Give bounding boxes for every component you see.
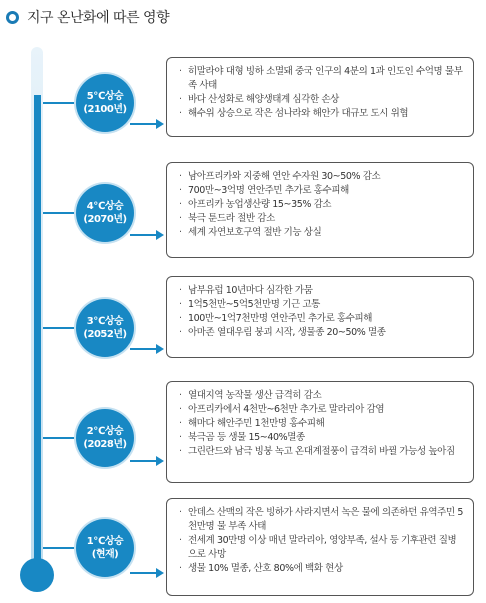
impact-item: · 100만~1억7천만명 연안주민 추가로 홍수피해 bbox=[179, 312, 465, 326]
stage-marker-5c bbox=[76, 74, 134, 132]
arrow-right-icon bbox=[130, 572, 157, 574]
stage-year: (2070년) bbox=[83, 214, 127, 225]
stage-temp: 3℃상승 bbox=[86, 316, 124, 327]
impact-box-4c bbox=[166, 162, 474, 258]
impact-item: · 아프리카 농업생산량 15~35% 감소 bbox=[179, 198, 465, 212]
stage-connector bbox=[43, 547, 79, 549]
stage-temp: 5℃상승 bbox=[86, 91, 124, 102]
arrow-right-icon bbox=[130, 234, 157, 236]
impact-item: · 아프리카에서 4천만~6천만 추가로 말라리아 감염 bbox=[179, 403, 465, 417]
impact-box-3c bbox=[166, 276, 474, 358]
impact-item: · 남아프리카와 지중해 연안 수자원 30~50% 감소 bbox=[179, 170, 465, 184]
stage-connector bbox=[43, 212, 79, 214]
impact-item: · 생물 10% 멸종, 산호 80%에 백화 현상 bbox=[179, 562, 465, 576]
stage-marker-2c bbox=[76, 409, 134, 467]
impact-item: · 북극곰 등 생물 15~40%멸종 bbox=[179, 431, 465, 445]
impact-item: · 전세계 30만명 이상 매년 말라리아, 영양부족, 설사 등 기후관련 질병으로 사망 bbox=[179, 534, 465, 562]
stage-temp: 2℃상승 bbox=[86, 426, 124, 437]
title-text: 지구 온난화에 따른 영향 bbox=[27, 10, 170, 26]
arrow-right-icon bbox=[130, 460, 157, 462]
stage-year: (2028년) bbox=[83, 439, 127, 450]
thermometer-bulb bbox=[20, 558, 54, 592]
impact-item: · 히말라야 대형 빙하 소멸돼 중국 인구의 4분의 1과 인도인 수억명 물부족 사태 bbox=[179, 65, 465, 93]
stage-temp: 4℃상승 bbox=[86, 201, 124, 212]
impact-item: · 북극 툰드라 절반 감소 bbox=[179, 212, 465, 226]
stage-connector bbox=[43, 102, 79, 104]
circle-bullet-icon bbox=[6, 11, 19, 24]
impact-box-2c bbox=[166, 381, 474, 483]
impact-item: · 아마존 열대우림 붕괴 시작, 생물종 20~50% 멸종 bbox=[179, 326, 465, 340]
stage-marker-1c bbox=[76, 519, 134, 577]
stage-marker-4c bbox=[76, 184, 134, 242]
stage-year: (현재) bbox=[91, 549, 119, 560]
impact-box-1c bbox=[166, 498, 474, 596]
stage-year: (2052년) bbox=[83, 329, 127, 340]
impact-box-5c bbox=[166, 57, 474, 137]
stage-connector bbox=[43, 327, 79, 329]
stage-marker-3c bbox=[76, 299, 134, 357]
impact-item: · 안데스 산맥의 작은 빙하가 사라지면서 녹은 물에 의존하던 유역주민 5천만명 물 부족 사태 bbox=[179, 506, 465, 534]
impact-item: · 1억5천만~5억5천만명 기근 고통 bbox=[179, 298, 465, 312]
impact-item: · 세계 자연보호구역 절반 기능 상실 bbox=[179, 226, 465, 240]
stage-year: (2100년) bbox=[83, 104, 127, 115]
arrow-right-icon bbox=[130, 123, 157, 125]
impact-item: · 해마다 해안주민 1천만명 홍수피해 bbox=[179, 417, 465, 431]
impact-item: · 남부유럽 10년마다 심각한 가뭄 bbox=[179, 284, 465, 298]
thermometer-mercury bbox=[34, 95, 41, 567]
impact-item: · 바다 산성화로 해양생태계 심각한 손상 bbox=[179, 93, 465, 107]
impact-item: · 700만~3억명 연안주민 추가로 홍수피해 bbox=[179, 184, 465, 198]
arrow-right-icon bbox=[130, 348, 157, 350]
stage-temp: 1℃상승 bbox=[86, 536, 124, 547]
impact-item: · 그린란드와 남극 빙붕 녹고 온대계절풍이 급격히 바뀔 가능성 높아짐 bbox=[179, 445, 465, 459]
impact-item: · 열대지역 농작물 생산 급격히 감소 bbox=[179, 389, 465, 403]
impact-item: · 해수위 상승으로 작은 섬나라와 해안가 대규모 도시 위협 bbox=[179, 107, 465, 121]
stage-connector bbox=[43, 437, 79, 439]
page-title bbox=[6, 7, 169, 27]
